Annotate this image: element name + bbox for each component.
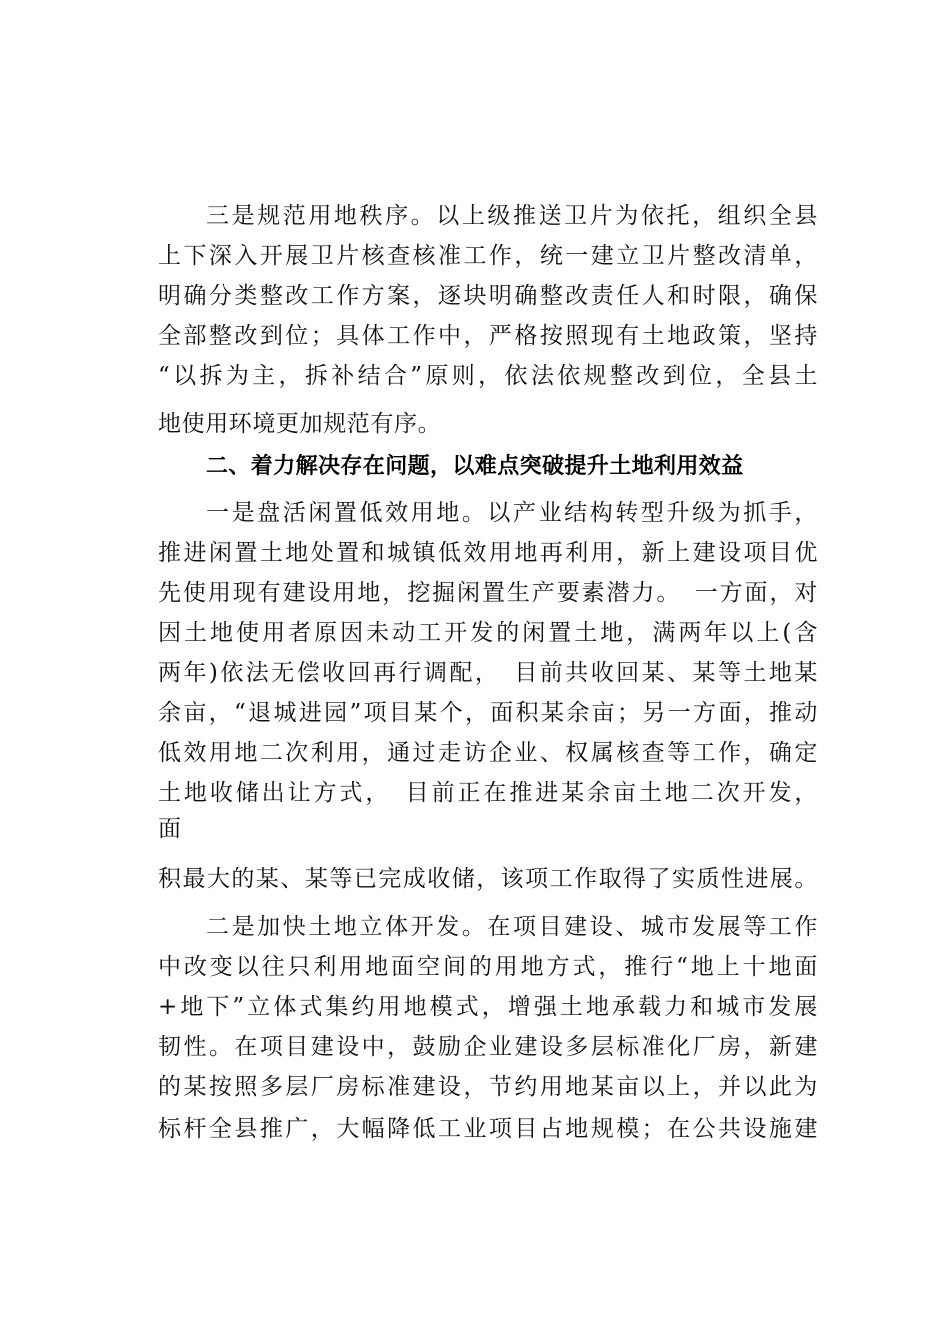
section-heading: 二、着力解决存在问题，以难点突破提升土地利用效益	[206, 454, 744, 479]
paragraph-line: 推进闲置土地处置和城镇低效用地再利用，新上建设项目优	[158, 540, 818, 566]
paragraph-line: +地下”立体式集约用地模式，增强土地承载力和城市发展	[158, 994, 818, 1020]
paragraph-line: 积最大的某、某等已完成收储，该项工作取得了实质性进展。	[158, 866, 818, 892]
paragraph-line: 两年)依法无偿收回再行调配， 目前共收回某、某等土地某	[158, 660, 818, 686]
paragraph-line: 中改变以往只利用地面空间的用地方式，推行“地上十地面	[158, 954, 818, 980]
paragraph-line: 先使用现有建设用地，挖掘闲置生产要素潜力。 一方面，对	[158, 580, 818, 606]
paragraph-line: “以拆为主，拆补结合”原则，依法依规整改到位，全县土	[158, 363, 818, 389]
paragraph-line: 因土地使用者原因未动工开发的闲置土地，满两年以上(含	[158, 620, 818, 646]
paragraph-line: 一是盘活闲置低效用地。以产业结构转型升级为抓手，	[206, 500, 818, 526]
paragraph-line: 全部整改到位；具体工作中，严格按照现有土地政策，坚持	[158, 323, 818, 349]
paragraph-line: 面	[158, 816, 182, 842]
paragraph-line: 二是加快土地立体开发。在项目建设、城市发展等工作	[206, 914, 818, 940]
paragraph-line: 土地收储出让方式， 目前正在推进某余亩土地二次开发，	[158, 780, 818, 806]
paragraph-line: 的某按照多层厂房标准建设，节约用地某亩以上，并以此为	[158, 1074, 818, 1100]
paragraph-line: 三是规范用地秩序。以上级推送卫片为依托，组织全县	[206, 203, 818, 229]
paragraph-line: 低效用地二次利用，通过走访企业、权属核查等工作，确定	[158, 740, 818, 766]
paragraph-line: 地使用环境更加规范有序。	[158, 411, 442, 437]
paragraph-line: 明确分类整改工作方案，逐块明确整改责任人和时限，确保	[158, 283, 818, 309]
paragraph-line: 上下深入开展卫片核查核准工作，统一建立卫片整改清单，	[158, 243, 818, 269]
paragraph-line: 余亩，“退城进园”项目某个，面积某余亩；另一方面，推动	[158, 700, 818, 726]
paragraph-line: 标杆全县推广，大幅降低工业项目占地规模；在公共设施建	[158, 1116, 818, 1142]
paragraph-line: 韧性。在项目建设中，鼓励企业建设多层标准化厂房，新建	[158, 1034, 818, 1060]
